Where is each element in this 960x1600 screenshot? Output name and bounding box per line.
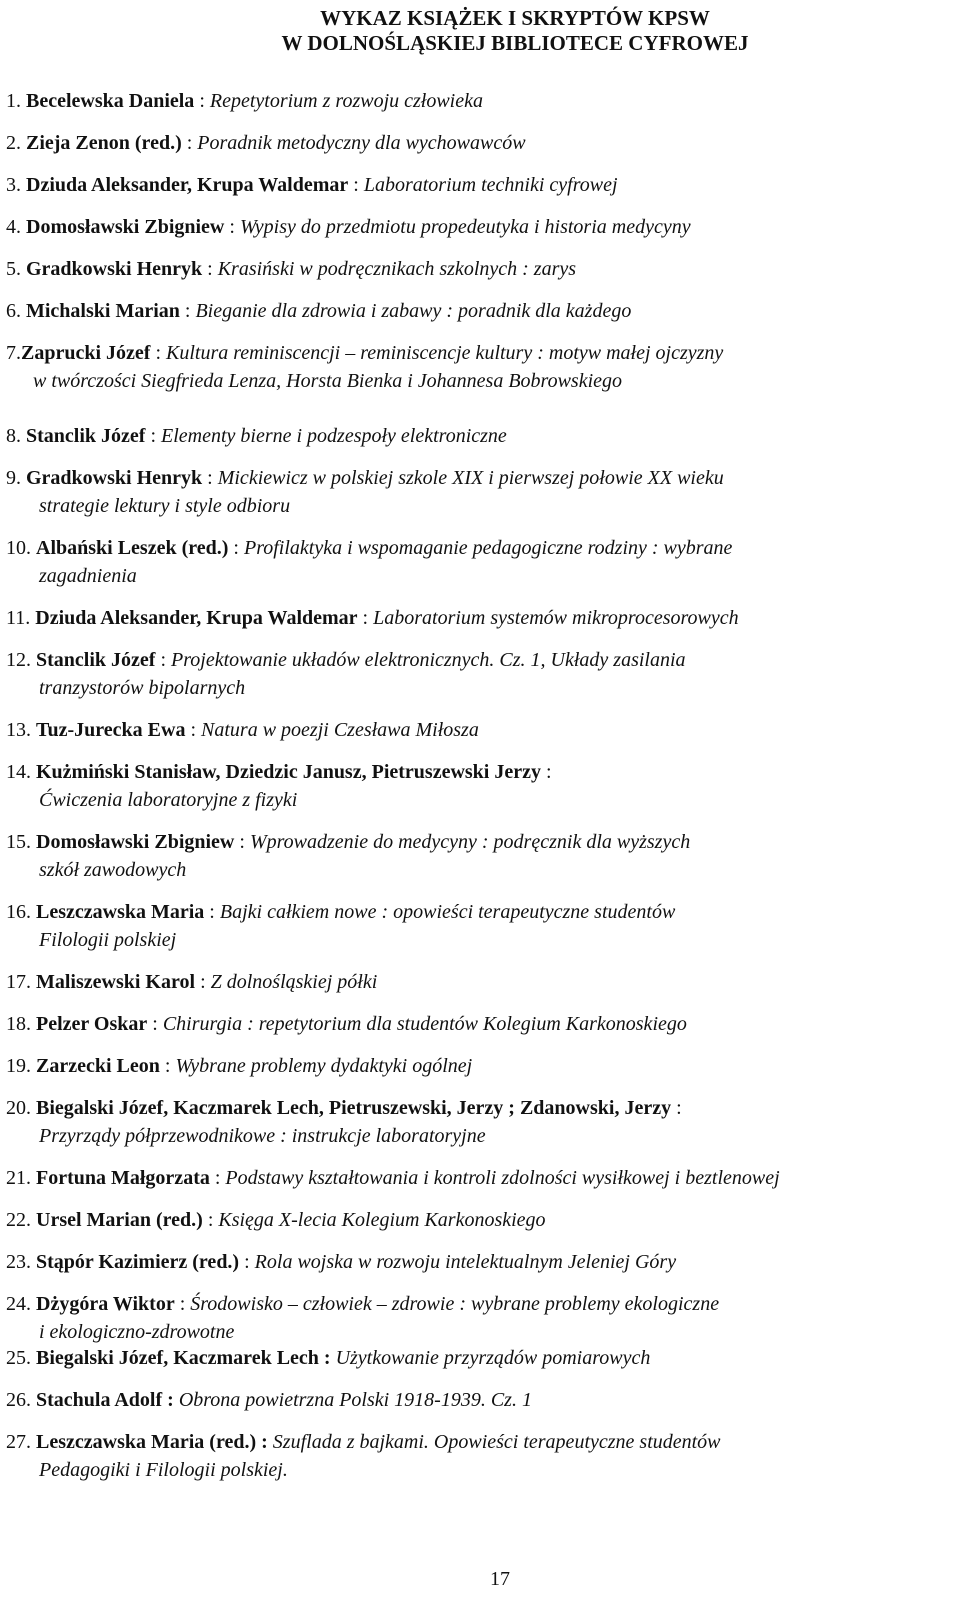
entry-separator: :	[202, 467, 218, 489]
list-item	[6, 1164, 780, 1192]
entry-title-continuation: Pedagogiki i Filologii polskiej.	[39, 1459, 288, 1481]
entry-first-line	[6, 604, 739, 632]
entry-author: Albański Leszek (red.)	[36, 537, 229, 559]
entry-separator: :	[348, 174, 364, 196]
list-item	[6, 339, 723, 395]
entry-author: Zieja Zenon (red.)	[26, 132, 182, 154]
entry-title: Obrona powietrzna Polski 1918-1939. Cz. 1	[178, 1389, 532, 1411]
entry-first-line	[6, 255, 576, 283]
entry-title: Projektowanie układów elektronicznych. Cz. 1, Układy zasilania	[171, 649, 686, 671]
entry-author: Zaprucki Józef	[21, 342, 151, 364]
entry-author: Stanclik Józef	[36, 649, 156, 671]
entry-number: 19.	[6, 1055, 36, 1077]
entry-author: Dziuda Aleksander, Krupa Waldemar	[26, 174, 349, 196]
entry-first-line	[6, 758, 557, 786]
list-item	[6, 1094, 687, 1150]
entry-first-line	[6, 1206, 546, 1234]
entry-author: Biegalski Józef, Kaczmarek Lech, Pietruszewski, Jerzy ; Zdanowski, Jerzy	[36, 1097, 672, 1119]
entry-title: Repetytorium z rozwoju człowieka	[209, 90, 483, 112]
entry-title: Z dolnośląskiej półki	[210, 971, 378, 993]
entry-number: 11.	[6, 607, 36, 629]
entry-number: 10.	[6, 537, 36, 559]
entry-author: Domosławski Zbigniew	[36, 831, 235, 853]
list-item	[6, 898, 675, 954]
list-item	[6, 1386, 532, 1414]
entry-first-line	[6, 464, 724, 492]
entry-number: 17.	[6, 971, 36, 993]
entry-separator: :	[228, 537, 244, 559]
entry-number: 15.	[6, 831, 36, 853]
entry-first-line	[6, 422, 507, 450]
entry-author: Becelewska Daniela	[26, 90, 195, 112]
entry-number: 14.	[6, 761, 36, 783]
entry-title: Wypisy do przedmiotu propedeutyka i historia medycyny	[239, 216, 691, 238]
entry-number: 5.	[6, 258, 26, 280]
entry-first-line	[6, 534, 732, 562]
entry-number: 3.	[6, 174, 26, 196]
entry-first-line	[6, 213, 691, 241]
entry-title-continuation: w twórczości Siegfrieda Lenza, Horsta Bienka i Johannesa Bobrowskiego	[33, 370, 623, 392]
entry-title: Podstawy kształtowania i kontroli zdolności wysiłkowej i beztlenowej	[225, 1167, 780, 1189]
entry-separator: :	[239, 1251, 255, 1273]
entry-separator: :	[204, 901, 220, 923]
list-item	[6, 1206, 546, 1234]
entry-number: 1.	[6, 90, 26, 112]
entry-first-line	[6, 716, 479, 744]
page-number: 17	[490, 1568, 510, 1590]
entry-title: Wybrane problemy dydaktyki ogólnej	[175, 1055, 473, 1077]
entry-number: 12.	[6, 649, 36, 671]
list-item	[6, 1248, 676, 1276]
entry-title: Księga X-lecia Kolegium Karkonoskiego	[218, 1209, 546, 1231]
list-item	[6, 716, 479, 744]
list-item	[6, 87, 483, 115]
entry-separator: :	[181, 132, 198, 154]
entry-first-line	[6, 1386, 532, 1414]
list-item	[6, 758, 557, 814]
list-item	[6, 1010, 687, 1038]
list-item	[6, 213, 691, 241]
entry-author: Maliszewski Karol	[36, 971, 196, 993]
entry-author: Stanclik Józef	[26, 425, 146, 447]
entry-first-line	[6, 297, 631, 325]
entry-first-line	[6, 339, 723, 367]
entry-number: 25.	[6, 1347, 36, 1369]
entry-first-line	[6, 1248, 676, 1276]
entry-first-line	[6, 1010, 687, 1038]
list-item	[6, 534, 732, 590]
list-item	[6, 255, 576, 283]
entry-first-line	[6, 1428, 721, 1456]
entry-number: 20.	[6, 1097, 36, 1119]
entry-separator: :	[195, 971, 211, 993]
entry-separator: :	[185, 719, 202, 741]
entry-author: Leszczawska Maria	[36, 901, 205, 923]
entry-first-line	[6, 1344, 650, 1372]
list-item	[6, 1428, 721, 1484]
entry-number: 27.	[6, 1431, 36, 1453]
entry-separator: :	[540, 761, 557, 783]
entry-first-line	[6, 968, 377, 996]
entry-title: Szuflada z bajkami. Opowieści terapeutyczne studentów	[272, 1431, 721, 1453]
entry-author: Domosławski Zbigniew	[26, 216, 225, 238]
entry-title: Chirurgia : repetytorium dla studentów Kolegium Karkonoskiego	[162, 1013, 687, 1035]
list-item	[6, 297, 631, 325]
entry-first-line	[6, 129, 526, 157]
entry-separator: :	[202, 258, 218, 280]
entry-first-line	[6, 1052, 472, 1080]
entry-number: 21.	[6, 1167, 36, 1189]
entry-title-continuation: Ćwiczenia laboratoryjne z fizyki	[39, 789, 298, 811]
entry-separator: :	[194, 90, 210, 112]
entry-number: 6.	[6, 300, 26, 322]
entry-first-line	[6, 898, 675, 926]
entry-author: Gradkowski Henryk	[26, 467, 203, 489]
entry-author: Gradkowski Henryk	[26, 258, 203, 280]
entry-first-line	[6, 87, 483, 115]
entry-title: Poradnik metodyczny dla wychowawców	[197, 132, 526, 154]
entry-number: 16.	[6, 901, 36, 923]
entry-number: 9.	[6, 467, 26, 489]
entry-first-line	[6, 171, 618, 199]
entry-title: Użytkowanie przyrządów pomiarowych	[335, 1347, 651, 1369]
entry-author: Ursel Marian (red.)	[36, 1209, 203, 1231]
entry-title-continuation: strategie lektury i style odbioru	[39, 495, 291, 517]
entry-separator: :	[209, 1167, 226, 1189]
entry-author: Stachula Adolf :	[36, 1389, 174, 1411]
list-item	[6, 464, 724, 520]
entry-author: Dziuda Aleksander, Krupa Waldemar	[35, 607, 358, 629]
entry-title-continuation: szkół zawodowych	[39, 859, 187, 881]
entry-separator: :	[671, 1097, 687, 1119]
entry-number: 2.	[6, 132, 26, 154]
entry-number: 24.	[6, 1293, 36, 1315]
entry-author: Dżygóra Wiktor	[36, 1293, 175, 1315]
entry-number: 18.	[6, 1013, 36, 1035]
entry-title-continuation: zagadnienia	[39, 565, 137, 587]
entry-author: Tuz-Jurecka Ewa	[36, 719, 186, 741]
entry-first-line	[6, 1164, 780, 1192]
entry-author: Michalski Marian	[26, 300, 180, 322]
entry-author: Fortuna Małgorzata	[36, 1167, 210, 1189]
entry-first-line	[6, 1094, 687, 1122]
entry-title: Natura w poezji Czesława Miłosza	[201, 719, 479, 741]
entry-number: 8.	[6, 425, 26, 447]
entry-number: 4.	[6, 216, 26, 238]
list-item	[6, 129, 526, 157]
entry-title: Laboratorium systemów mikroprocesorowych	[373, 607, 739, 629]
entry-number: 7.	[6, 342, 21, 364]
list-item	[6, 1052, 472, 1080]
title-line-2: W DOLNOŚLĄSKIEJ BIBLIOTECE CYFROWEJ	[281, 31, 749, 55]
entry-author: Kużmiński Stanisław, Dziedzic Janusz, Pietruszewski Jerzy	[36, 761, 541, 783]
entry-first-line	[6, 828, 690, 856]
title-line-1: WYKAZ KSIĄŻEK I SKRYPTÓW KPSW	[320, 6, 710, 30]
entry-number: 23.	[6, 1251, 36, 1273]
entry-separator: :	[234, 831, 250, 853]
entry-title: Krasiński w podręcznikach szkolnych : zarys	[217, 258, 577, 280]
entry-title: Bajki całkiem nowe : opowieści terapeutyczne studentów	[219, 901, 676, 923]
entry-title: Laboratorium techniki cyfrowej	[363, 174, 618, 196]
entry-first-line	[6, 646, 686, 674]
entry-title: Elementy bierne i podzespoły elektroniczne	[161, 425, 507, 447]
entry-author: Zarzecki Leon	[36, 1055, 160, 1077]
entry-title: Mickiewicz w polskiej szkole XIX i pierwszej połowie XX wieku	[217, 467, 724, 489]
entry-title-continuation: Przyrządy półprzewodnikowe : instrukcje laboratoryjne	[39, 1125, 486, 1147]
entry-author: Leszczawska Maria (red.) :	[36, 1431, 268, 1453]
list-item	[6, 422, 507, 450]
entry-author: Pelzer Oskar	[36, 1013, 148, 1035]
entry-title: Bieganie dla zdrowia i zabawy : poradnik dla każdego	[195, 300, 632, 322]
entry-separator: :	[145, 425, 161, 447]
entry-separator: :	[147, 1013, 163, 1035]
document-title	[0, 6, 960, 56]
entry-separator: :	[155, 649, 171, 671]
list-item	[6, 1344, 650, 1372]
entry-separator: :	[357, 607, 374, 629]
entry-number: 22.	[6, 1209, 36, 1231]
list-item	[6, 604, 739, 632]
entry-separator: :	[202, 1209, 219, 1231]
entry-number: 13.	[6, 719, 36, 741]
list-item	[6, 968, 377, 996]
entry-title-continuation: Filologii polskiej	[39, 929, 177, 951]
entry-title: Kultura reminiscencji – reminiscencje kultury : motyw małej ojczyzny	[166, 342, 724, 364]
entry-separator: :	[224, 216, 240, 238]
entry-separator: :	[159, 1055, 176, 1077]
list-item	[6, 171, 618, 199]
entry-title: Środowisko – człowiek – zdrowie : wybrane problemy ekologiczne	[190, 1293, 720, 1315]
entry-separator: :	[179, 300, 196, 322]
entry-title: Rola wojska w rozwoju intelektualnym Jeleniej Góry	[254, 1251, 677, 1273]
entry-separator: :	[150, 342, 166, 364]
entry-title: Wprowadzenie do medycyny : podręcznik dla wyższych	[249, 831, 691, 853]
entry-author: Biegalski Józef, Kaczmarek Lech :	[36, 1347, 331, 1369]
entry-separator: :	[174, 1293, 191, 1315]
entry-title: Profilaktyka i wspomaganie pedagogiczne rodziny : wybrane	[243, 537, 733, 559]
entry-first-line	[6, 1290, 719, 1318]
entry-title-continuation: i ekologiczno-zdrowotne	[39, 1321, 235, 1343]
list-item	[6, 1290, 719, 1346]
entry-title-continuation: tranzystorów bipolarnych	[39, 677, 246, 699]
entry-number: 26.	[6, 1389, 36, 1411]
list-item	[6, 646, 686, 702]
list-item	[6, 828, 690, 884]
entry-author: Stąpór Kazimierz (red.)	[36, 1251, 240, 1273]
